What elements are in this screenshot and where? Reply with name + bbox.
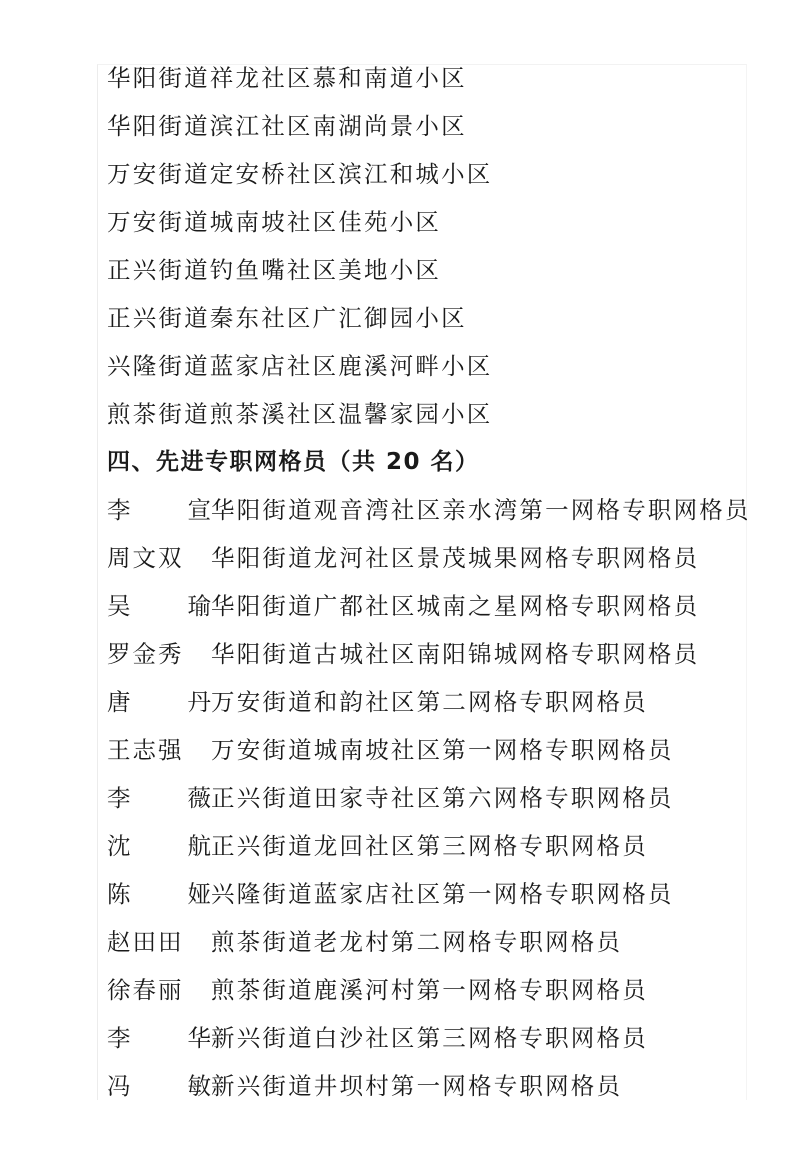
member-post: 华阳街道古城社区南阳锦城网格专职网格员 bbox=[211, 640, 700, 668]
member-name: 罗金秀 bbox=[107, 640, 184, 668]
member-name: 王志强 bbox=[107, 736, 184, 764]
name-char: 唐 bbox=[107, 688, 131, 716]
member-name bbox=[107, 822, 211, 870]
member-name bbox=[107, 1014, 211, 1062]
member-name: 周文双 bbox=[107, 544, 184, 572]
member-post: 华阳街道龙河社区景茂城果网格专职网格员 bbox=[211, 544, 700, 572]
list-item bbox=[107, 966, 787, 1014]
community-line: 正兴街道秦东社区广汇御园小区 bbox=[107, 304, 467, 332]
member-name bbox=[107, 774, 211, 822]
list-item bbox=[107, 822, 787, 870]
name-char: 沈 bbox=[107, 832, 131, 860]
member-post: 万安街道和韵社区第二网格专职网格员 bbox=[211, 688, 648, 716]
member-name bbox=[107, 678, 211, 726]
grid-member-list bbox=[107, 486, 787, 1110]
document-body bbox=[107, 54, 787, 1110]
member-post: 正兴街道田家寺社区第六网格专职网格员 bbox=[211, 784, 674, 812]
member-name bbox=[107, 582, 211, 630]
list-item bbox=[107, 870, 787, 918]
member-post: 新兴街道白沙社区第三网格专职网格员 bbox=[211, 1024, 648, 1052]
list-item bbox=[107, 678, 787, 726]
list-item bbox=[107, 918, 787, 966]
name-char: 李 bbox=[107, 784, 131, 812]
member-name bbox=[107, 1062, 211, 1110]
member-name: 徐春丽 bbox=[107, 976, 184, 1004]
name-char: 丹 bbox=[187, 688, 211, 716]
name-char: 娅 bbox=[187, 880, 211, 908]
member-name bbox=[107, 486, 211, 534]
member-post: 华阳街道广都社区城南之星网格专职网格员 bbox=[211, 592, 700, 620]
community-line: 万安街道城南坡社区佳苑小区 bbox=[107, 208, 442, 236]
name-char: 航 bbox=[187, 832, 211, 860]
community-line: 兴隆街道蓝家店社区鹿溪河畔小区 bbox=[107, 352, 493, 380]
list-item bbox=[107, 1062, 787, 1110]
member-post: 华阳街道观音湾社区亲水湾第一网格专职网格员 bbox=[211, 496, 751, 524]
list-item bbox=[107, 726, 787, 774]
list-item bbox=[107, 1014, 787, 1062]
community-list bbox=[107, 54, 787, 438]
community-line: 华阳街道滨江社区南湖尚景小区 bbox=[107, 112, 467, 140]
name-char: 李 bbox=[107, 1024, 131, 1052]
member-post: 正兴街道龙回社区第三网格专职网格员 bbox=[211, 832, 648, 860]
name-char: 宣 bbox=[187, 496, 211, 524]
list-item bbox=[107, 774, 787, 822]
member-post: 煎茶街道鹿溪河村第一网格专职网格员 bbox=[211, 976, 648, 1004]
member-post: 万安街道城南坡社区第一网格专职网格员 bbox=[211, 736, 674, 764]
community-line: 华阳街道祥龙社区慕和南道小区 bbox=[107, 64, 467, 92]
member-post: 新兴街道井坝村第一网格专职网格员 bbox=[211, 1072, 623, 1100]
member-name: 赵田田 bbox=[107, 928, 184, 956]
member-name bbox=[107, 870, 211, 918]
name-char: 陈 bbox=[107, 880, 131, 908]
name-char: 薇 bbox=[187, 784, 211, 812]
community-line: 正兴街道钓鱼嘴社区美地小区 bbox=[107, 256, 442, 284]
list-item bbox=[107, 582, 787, 630]
community-line: 万安街道定安桥社区滨江和城小区 bbox=[107, 160, 493, 188]
name-char: 冯 bbox=[107, 1072, 131, 1100]
name-char: 吴 bbox=[107, 592, 131, 620]
list-item bbox=[107, 486, 787, 534]
member-post: 煎茶街道老龙村第二网格专职网格员 bbox=[211, 928, 623, 956]
community-line: 煎茶街道煎茶溪社区温馨家园小区 bbox=[107, 400, 493, 428]
member-post: 兴隆街道蓝家店社区第一网格专职网格员 bbox=[211, 880, 674, 908]
name-char: 李 bbox=[107, 496, 131, 524]
name-char: 敏 bbox=[187, 1072, 211, 1100]
name-char: 瑜 bbox=[187, 592, 211, 620]
name-char: 华 bbox=[187, 1024, 211, 1052]
list-item bbox=[107, 534, 787, 582]
list-item bbox=[107, 630, 787, 678]
section-heading: 四、先进专职网格员（共 20 名） bbox=[107, 449, 480, 475]
